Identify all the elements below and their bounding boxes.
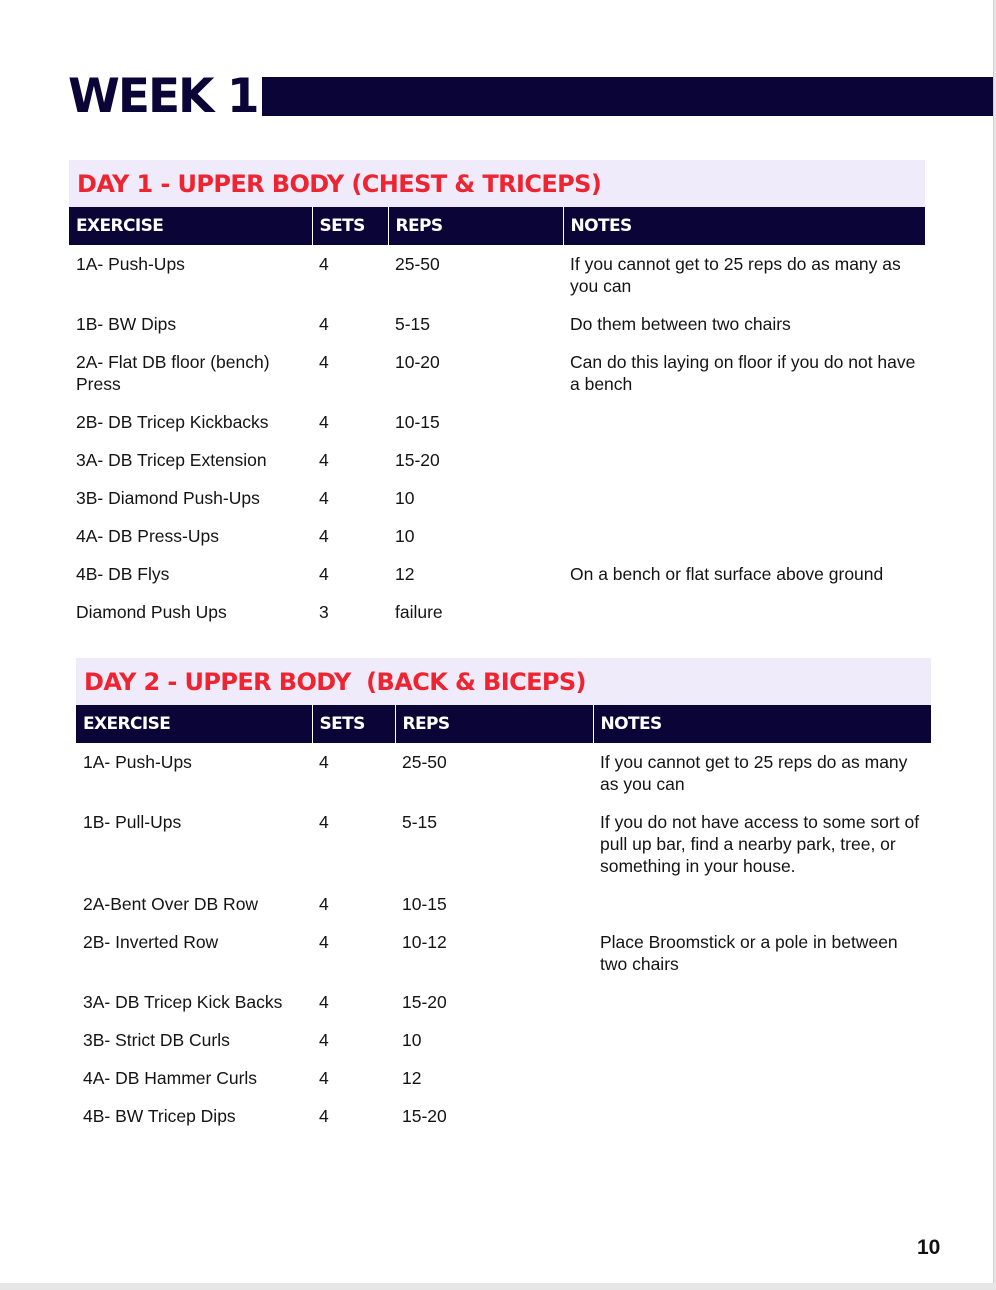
table-row	[76, 1059, 931, 1097]
exercise-cell: 4A- DB Hammer Curls	[83, 1068, 258, 1088]
day-1-title: DAY 1 - UPPER BODY (CHEST & TRICEPS)	[77, 169, 602, 198]
sets-cell: 3	[319, 602, 329, 622]
week-title: WEEK 1	[68, 69, 258, 124]
sets-cell: 4	[319, 352, 329, 372]
sets-cell: 4	[319, 526, 329, 546]
reps-cell: 10-20	[395, 352, 440, 372]
notes-cell	[563, 517, 925, 555]
table-row	[69, 305, 925, 343]
notes-cell	[563, 441, 925, 479]
header-sets: SETS	[312, 705, 395, 743]
notes-cell: If you do not have access to some sort of pull up bar, find a nearby park, tree, or something in your house.	[600, 812, 920, 876]
page-number: 10	[917, 1236, 941, 1259]
exercise-cell: 3B- Diamond Push-Ups	[76, 488, 260, 508]
notes-cell	[593, 1021, 931, 1059]
sets-cell: 4	[319, 992, 329, 1012]
notes-cell: Do them between two chairs	[570, 314, 791, 334]
sets-cell: 4	[319, 1068, 329, 1088]
reps-cell: 12	[395, 564, 415, 584]
exercise-cell: 2B- Inverted Row	[83, 932, 219, 952]
notes-cell: Can do this laying on floor if you do not have a bench	[570, 352, 916, 394]
header-notes: NOTES	[593, 705, 931, 743]
table-row	[69, 441, 925, 479]
header-sets: SETS	[312, 207, 388, 245]
reps-cell: 10-15	[402, 894, 447, 914]
reps-cell: 10	[395, 526, 415, 546]
table-header-row	[69, 207, 925, 245]
notes-cell	[593, 983, 931, 1021]
sets-cell: 4	[319, 564, 329, 584]
exercise-cell: 2B- DB Tricep Kickbacks	[76, 412, 269, 432]
table-row	[69, 245, 925, 305]
header-exercise: EXERCISE	[76, 705, 312, 743]
exercise-cell: 3A- DB Tricep Kick Backs	[83, 992, 283, 1012]
exercise-cell: 3B- Strict DB Curls	[83, 1030, 230, 1050]
reps-cell: 10	[402, 1030, 422, 1050]
day-1-table	[69, 207, 925, 631]
header-notes: NOTES	[563, 207, 925, 245]
exercise-cell: 2A-Bent Over DB Row	[83, 894, 259, 914]
table-row	[69, 555, 925, 593]
notes-cell: On a bench or flat surface above ground	[570, 564, 884, 584]
notes-cell: Place Broomstick or a pole in between two chairs	[600, 932, 898, 974]
reps-cell: 15-20	[402, 992, 447, 1012]
reps-cell: 10-12	[402, 932, 447, 952]
exercise-cell: 4B- DB Flys	[76, 564, 170, 584]
reps-cell: 10-15	[395, 412, 440, 432]
table-row	[69, 517, 925, 555]
reps-cell: 15-20	[395, 450, 440, 470]
exercise-cell: 1A- Push-Ups	[76, 254, 185, 274]
notes-cell	[593, 1097, 931, 1135]
exercise-cell: Diamond Push Ups	[76, 602, 227, 622]
sets-cell: 4	[319, 412, 329, 432]
day-1-banner	[69, 160, 925, 207]
week-title-bar	[262, 77, 993, 116]
table-row	[76, 743, 931, 803]
table-row	[76, 885, 931, 923]
sets-cell: 4	[319, 1030, 329, 1050]
table-row	[76, 803, 931, 885]
reps-cell: 5-15	[402, 812, 438, 832]
sets-cell: 4	[319, 254, 329, 274]
sets-cell: 4	[319, 314, 329, 334]
exercise-cell: 2A- Flat DB floor (bench) Press	[76, 352, 270, 394]
exercise-cell: 1A- Push-Ups	[83, 752, 192, 772]
reps-cell: 15-20	[402, 1106, 447, 1126]
sets-cell: 4	[319, 450, 329, 470]
sets-cell: 4	[319, 752, 329, 772]
exercise-cell: 4B- BW Tricep Dips	[83, 1106, 236, 1126]
reps-cell: 25-50	[402, 752, 447, 772]
notes-cell	[563, 593, 925, 631]
header-exercise: EXERCISE	[69, 207, 312, 245]
table-header-row	[76, 705, 931, 743]
header-reps: REPS	[395, 705, 593, 743]
exercise-cell: 1B- BW Dips	[76, 314, 177, 334]
notes-cell: If you cannot get to 25 reps do as many as you can	[600, 752, 908, 794]
reps-cell: 10	[395, 488, 415, 508]
table-row	[69, 593, 925, 631]
notes-cell	[593, 1059, 931, 1097]
sets-cell: 4	[319, 894, 329, 914]
sets-cell: 4	[319, 1106, 329, 1126]
reps-cell: 25-50	[395, 254, 440, 274]
table-row	[76, 923, 931, 983]
day-2-section	[76, 658, 931, 1135]
table-row	[69, 343, 925, 403]
table-row	[69, 479, 925, 517]
day-2-title: DAY 2 - UPPER BODY (BACK & BICEPS)	[84, 667, 586, 696]
exercise-cell: 4A- DB Press-Ups	[76, 526, 219, 546]
reps-cell: 12	[402, 1068, 422, 1088]
sets-cell: 4	[319, 488, 329, 508]
sets-cell: 4	[319, 812, 329, 832]
reps-cell: failure	[395, 602, 443, 622]
reps-cell: 5-15	[395, 314, 431, 334]
sets-cell: 4	[319, 932, 329, 952]
header-reps: REPS	[388, 207, 563, 245]
notes-cell	[593, 885, 931, 923]
notes-cell: If you cannot get to 25 reps do as many as you can	[570, 254, 901, 296]
exercise-cell: 1B- Pull-Ups	[83, 812, 182, 832]
table-row	[69, 403, 925, 441]
day-2-table	[76, 705, 931, 1135]
table-row	[76, 1021, 931, 1059]
notes-cell	[563, 403, 925, 441]
day-2-banner	[76, 658, 931, 705]
exercise-cell: 3A- DB Tricep Extension	[76, 450, 267, 470]
day-1-section	[69, 160, 925, 631]
table-row	[76, 1097, 931, 1135]
notes-cell	[563, 479, 925, 517]
table-row	[76, 983, 931, 1021]
